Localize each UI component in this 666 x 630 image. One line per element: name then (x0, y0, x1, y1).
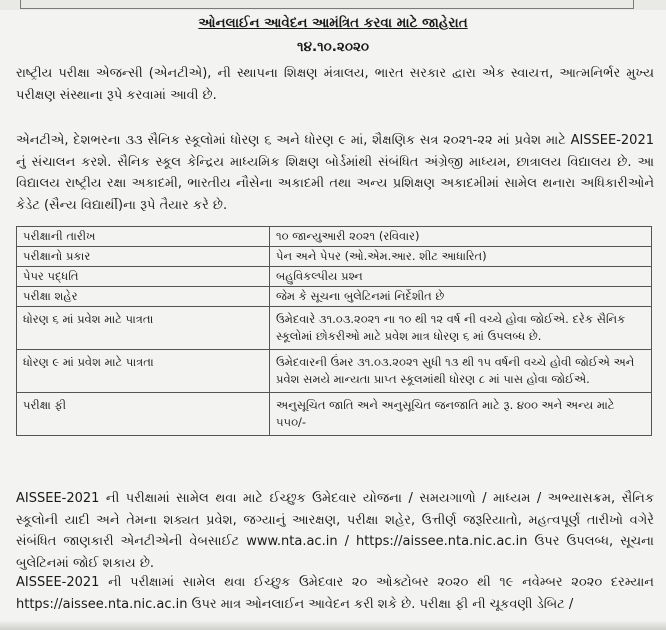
row-label: પરીક્ષા શહેર (17, 287, 270, 307)
table-row (17, 267, 652, 287)
table-row (17, 350, 652, 393)
row-value: પેન અને પેપર (ઓ.એમ.આર. શીટ આધારિત) (270, 247, 652, 267)
table-row (17, 227, 652, 247)
row-label: ધોરણ ૯ માં પ્રવેશ માટે પાત્રતા (17, 350, 270, 393)
info-paragraph: AISSEE-2021 ની પરીક્ષામાં સામેલ થવા માટે ઈચ્છુક ઉમેદવાર યોજના / સમયગાળો / માધ્યમ / અભ્યાસક્રમ, સૈનિક સ્કૂલોની યાદી અને તેમના શક્યત પ્રવેશ, જગ્યાનું આરક્ષણ, પરીક્ષા શહેર, ઉત્તીર્ણ જરૂરિયાતો, મહત્વપૂર્ણ તારીખો વગેરે સંબંધિત જાણકારી એનટીએની વેબસાઈટ www.nta.ac.in / https://aissee.nta.nic.ac.in ઉપર ઉપલબ્ધ, સૂચના બુલેટિનમાં જોઈ શકાય છે. (16, 491, 654, 571)
notice-heading: ઓનલાઈન આવેદન આમંત્રિત કરવા માટે જાહેરાત (198, 15, 468, 31)
table-row (17, 393, 652, 436)
row-value: બહુવિકલ્પીય પ્રશ્ન (270, 267, 652, 287)
row-label: પરીક્ષાનો પ્રકાર (17, 247, 270, 267)
top-box-edge (20, 0, 634, 9)
page-cut-edge (0, 620, 666, 630)
row-value: ઉમેદવારે ૩૧.૦૩.૨૦૨૧ ના ૧૦ થી ૧૨ વર્ષ ની વચ્ચે હોવા જોઈએ. દરેક સૈનિક સ્કૂલોમાં છોકરીઓ માટે પ્રવેશ માત્ર ધોરણ ૬ માં ઉપલબ્ધ છે. (270, 307, 652, 350)
table-row (17, 247, 652, 267)
row-value: જેમ કે સૂચના બુલેટિનમાં નિર્દેશીત છે (270, 287, 652, 307)
notice-date: ૧૪.૧૦.૨૦૨૦ (296, 39, 370, 55)
row-value: ઉમેદવારની ઉંમર ૩૧.૦૩.૨૦૨૧ સુધી ૧૩ થી ૧૫ વર્ષની વચ્ચે હોવી જોઈએ અને પ્રવેશ સમયે માન્યતા પ્રાપ્ત સ્કૂલમાંથી ધોરણ ૮ માં પાસ હોવા જોઈએ. (270, 350, 652, 393)
application-paragraph: AISSEE-2021 ની પરીક્ષામાં સામેલ થવા ઈચ્છુક ઉમેદવાર ૨૦ ઓક્ટોબર ૨૦૨૦ થી ૧૯ નવેમ્બર ૨૦૨૦ દરમ્યાન https://aissee.nta.nic.ac.in ઉપર માત્ર ઓનલાઈન આવેદન કરી શકે છે. પરીક્ષા ફી ની ચૂકવણી ડેબિટ / (16, 575, 654, 612)
row-value: અનુસૂચિત જાતિ અને અનુસૂચિત જનજાતિ માટે રૂ. ૪૦૦ અને અન્ય માટે ૫૫૦/- (270, 393, 652, 436)
exam-details-table (16, 226, 652, 436)
table-row (17, 307, 652, 350)
exam-description-paragraph: એનટીએ, દેશભરના ૩૩ સૈનિક સ્કૂલોમાં ધોરણ ૬ અને ધોરણ ૯ માં, શૈક્ષણિક સત્ર ૨૦૨૧-૨૨ માં પ્રવેશ માટે AISSEE-2021 નું સંચાલન કરશે. સૈનિક સ્કૂલ કેન્દ્રિય માધ્યમિક શિક્ષણ બોર્ડમાંથી સંબંધિત અંગ્રેજી માધ્યમ, છાત્રાલય વિદ્યાલય છે. આ વિદ્યાલય રાષ્ટ્રીય રક્ષા અકાદમી, ભારતીય નૌસેના અકાદમી તથા અન્ય પ્રશિક્ષણ અકાદમીમાં સામેલ થનારા અધિકારીઓને કેડેટ (સૈન્ય વિદ્યાર્થી)ના રૂપે તૈયાર કરે છે. (16, 133, 654, 213)
intro-paragraph: રાષ્ટ્રીય પરીક્ષા એજન્સી (એનટીએ), ની સ્થાપના શિક્ષણ મંત્રાલય, ભારત સરકાર દ્વારા એક સ્વાયત્ત, આત્મનિર્ભર મુખ્ય પરીક્ષણ સંસ્થાના રૂપે કરવામાં આવી છે. (16, 66, 654, 103)
table-row (17, 287, 652, 307)
row-label: ધોરણ ૬ માં પ્રવેશ માટે પાત્રતા (17, 307, 270, 350)
row-label: પરીક્ષાની તારીખ (17, 227, 270, 247)
row-label: પરીક્ષા ફી (17, 393, 270, 436)
row-value: ૧૦ જાન્યુઆરી ૨૦૨૧ (રવિવાર) (270, 227, 652, 247)
row-label: પેપર પદ્ધતિ (17, 267, 270, 287)
